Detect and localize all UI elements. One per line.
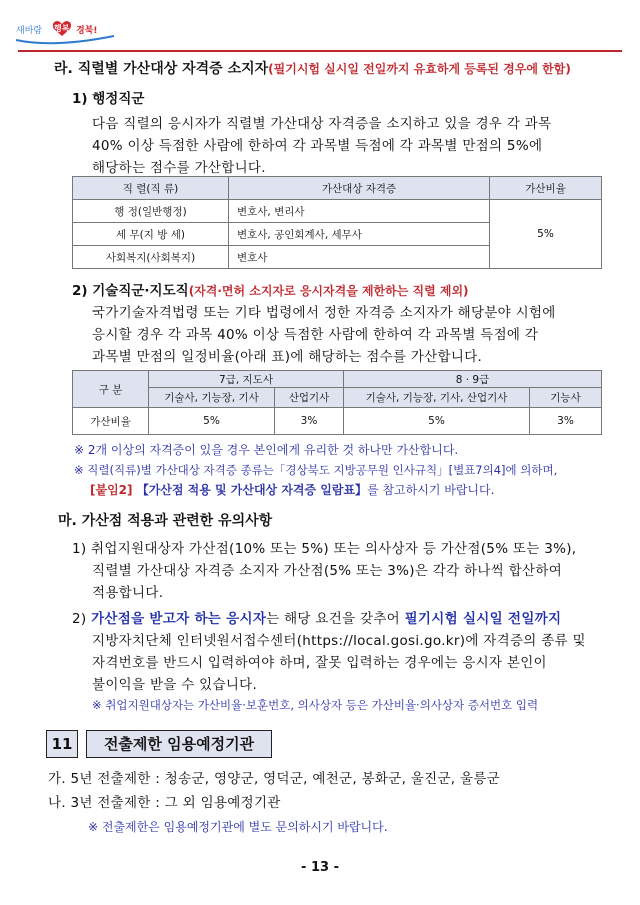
admin-table-header-series: 직 렬(직 류)	[73, 177, 229, 200]
tech-table-col-label: 구 분	[73, 371, 149, 408]
ma-item1-line-2: 직렬별 가산대상 자격증 소지자 가산점(5% 또는 3%)은 각각 하나씩 합산하여	[92, 563, 563, 579]
ma-item2-line-4: 불이익을 받을 수 있습니다.	[92, 677, 258, 693]
admin-table-header-row	[73, 177, 602, 200]
admin-heading: 1) 행정직군	[72, 91, 145, 107]
tech-table-group-row	[73, 371, 602, 388]
admin-cert-table	[72, 176, 602, 269]
appendix-tag: [붙임2]	[90, 483, 133, 497]
admin-row-rate: 5%	[490, 200, 602, 269]
admin-row-series: 사회복지(사회복지)	[73, 246, 229, 269]
tech-rate-table	[72, 370, 602, 435]
logo-text-left: 새바람	[16, 26, 43, 36]
table-row	[73, 408, 602, 435]
tech-table-row-label: 가산비율	[73, 408, 149, 435]
admin-paragraph-line-1: 다음 직렬의 응시자가 직렬별 가산대상 자격증을 소지하고 있을 경우 각 과목	[92, 116, 552, 132]
header-divider	[18, 50, 622, 52]
tech-table-val: 3%	[275, 408, 344, 435]
admin-paragraph-line-2: 40% 이상 득점한 사람에 한하여 각 과목별 득점에 각 과목별 만점의 5%에	[92, 138, 543, 154]
tech-heading-text: 2) 기술직군·지도직	[72, 283, 189, 299]
admin-row-cert: 변호사	[229, 246, 490, 269]
note-appendix-ref	[90, 481, 494, 499]
admin-row-series: 행 정(일반행정)	[73, 200, 229, 223]
tech-table-val: 5%	[149, 408, 275, 435]
admin-table-header-cert: 가산대상 자격증	[229, 177, 490, 200]
admin-row-series: 세 무(지 방 세)	[73, 223, 229, 246]
ma-item1-line-3: 적용합니다.	[92, 585, 164, 601]
transfer-limit-3yr: 나. 3년 전출제한 : 그 외 임용예정기관	[48, 795, 281, 811]
admin-row-cert: 변호사, 공인회계사, 세무사	[229, 223, 490, 246]
tech-table-sub-row	[73, 388, 602, 408]
tech-table-group-1: 7급, 지도사	[149, 371, 344, 388]
table-row	[73, 200, 602, 223]
section-ma-title: 마. 가산점 적용과 관련한 유의사항	[58, 513, 273, 529]
note-multiple-certs: ※ 2개 이상의 자격증이 있을 경우 본인에게 유리한 것 하나만 가산합니다.	[74, 443, 459, 457]
tech-table-val: 3%	[530, 408, 602, 435]
tech-table-sub-1: 기술사, 기능장, 기사	[149, 388, 275, 408]
tech-table-sub-3: 기술사, 기능장, 기사, 산업기사	[344, 388, 530, 408]
admin-paragraph-line-3: 해당하는 점수를 가산합니다.	[92, 160, 266, 176]
section-ra-title-text: 라. 직렬별 가산대상 자격증 소지자	[54, 61, 269, 77]
ma-item2-mid: 는 해당 요건을 갖추어	[266, 611, 405, 627]
tech-paragraph-line-1: 국가기술자격법령 또는 기타 법령에서 정한 자격증 소지자가 해당분야 시험에	[92, 305, 556, 321]
admin-row-cert: 변호사, 변리사	[229, 200, 490, 223]
tech-table-sub-4: 기능사	[530, 388, 602, 408]
ma-item2-line-1	[72, 610, 561, 628]
tech-paragraph-line-2: 응시할 경우 각 과목 40% 이상 득점한 사람에 한하여 각 과목별 득점에 각	[92, 327, 539, 343]
section-ra-title	[54, 60, 571, 78]
gyeongbuk-logo	[14, 18, 124, 48]
logo-text-heart: 행복	[54, 24, 70, 33]
ma-item2-line-3: 자격번호를 반드시 입력하여야 하며, 잘못 입력하는 경우에는 응시자 본인이	[92, 655, 547, 671]
transfer-limit-5yr: 가. 5년 전출제한 : 청송군, 영양군, 영덕군, 예천군, 봉화군, 울진군, 울릉군	[48, 771, 500, 787]
tech-heading	[72, 282, 469, 300]
page-number: - 13 -	[301, 860, 339, 875]
tech-paragraph-line-3: 과목별 만점의 일정비율(아래 표)에 해당하는 점수를 가산합니다.	[92, 349, 483, 365]
ma-item2-blue2: 필기시험 실시일 전일까지	[404, 611, 562, 627]
ma-item2-prefix: 2)	[72, 611, 92, 627]
ma-item1-line-1: 1) 취업지원대상자 가산점(10% 또는 5%) 또는 의사상자 등 가산점(5% 또는 3%),	[72, 541, 577, 557]
ma-item2-blue: 가산점을 받고자 하는 응시자	[91, 611, 267, 627]
tech-table-sub-2: 산업기사	[275, 388, 344, 408]
transfer-limit-note: ※ 전출제한은 임용예정기관에 별도 문의하시기 바랍니다.	[88, 820, 388, 834]
section-11-number: 11	[46, 730, 78, 758]
section-ra-title-note: (필기시험 실시일 전일까지 유효하게 등록된 경우에 한함)	[268, 62, 571, 76]
section-11-title: 전출제한 임용예정기관	[86, 730, 272, 758]
note-cert-types: ※ 직렬(직류)별 가산대상 자격증 종류는「경상북도 지방공무원 인사규칙」[별표7의4]에 의하며,	[74, 463, 558, 477]
ma-item2-line-2: 지방자치단체 인터넷원서접수센터(https://local.gosi.go.kr)에 자격증의 종류 및	[92, 633, 586, 649]
logo-text-right: 경북!	[76, 26, 98, 36]
appendix-rest: 를 참고하시기 바랍니다.	[367, 483, 495, 497]
ma-note-input: ※ 취업지원대상자는 가산비율·보훈번호, 의사상자 등은 가산비율·의사상자 증서번호 입력	[92, 698, 539, 712]
admin-table-header-rate: 가산비율	[490, 177, 602, 200]
tech-table-val: 5%	[344, 408, 530, 435]
appendix-title: 【가산점 적용 및 가산대상 자격증 일람표】	[132, 483, 368, 497]
tech-heading-note: (자격·면허 소지자로 응시자격을 제한하는 직렬 제외)	[188, 284, 469, 298]
tech-table-group-2: 8 · 9급	[344, 371, 602, 388]
